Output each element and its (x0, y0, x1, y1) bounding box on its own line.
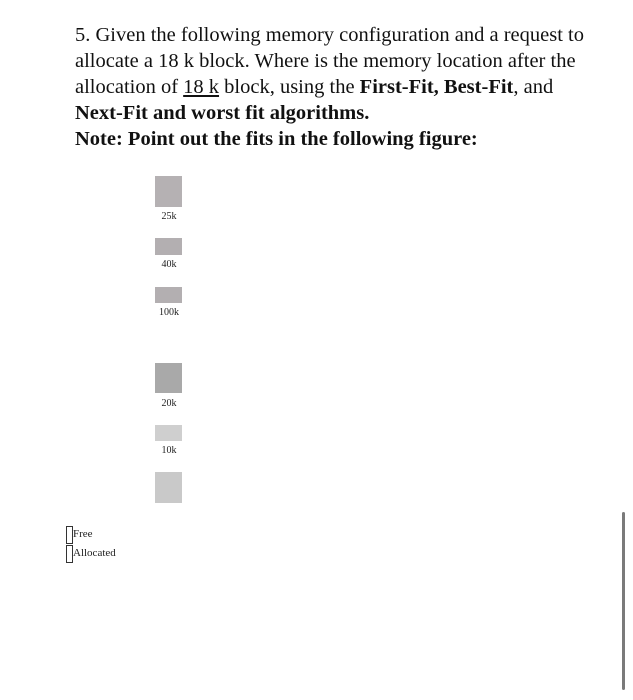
memory-block-40k (155, 238, 182, 255)
memory-block-10k (155, 425, 182, 441)
memory-block-20k (155, 363, 182, 393)
question-text-part-2: block, using the (219, 76, 360, 98)
memory-label-20k: 20k (161, 398, 177, 409)
memory-label-100k: 100k (159, 307, 179, 318)
question-text (75, 22, 595, 152)
question-paragraph (75, 22, 595, 126)
legend-free-swatch (66, 526, 73, 544)
memory-label-40k: 40k (161, 259, 177, 270)
memory-label-25k: 25k (161, 211, 177, 222)
question-text-part-3: , and (513, 76, 554, 98)
memory-block-end (155, 472, 182, 503)
question-text-part-1: Given the following memory configuration and a request to allocate a 18 k block. Where is the memory location after the allocation of (75, 24, 584, 98)
memory-block-25k (155, 176, 182, 207)
memory-block-100k (155, 287, 182, 303)
algorithm-names-2: Next-Fit and worst fit algorithms. (75, 102, 370, 124)
algorithm-names-1: First-Fit, Best-Fit (359, 76, 514, 98)
underlined-size: 18 k (183, 76, 220, 98)
note-line: Note: Point out the fits in the following figure: (75, 128, 478, 150)
legend-free-label: Free (73, 528, 93, 540)
vertical-scrollbar[interactable] (622, 512, 625, 690)
question-number: 5. (75, 24, 91, 46)
legend-allocated-label: Allocated (73, 547, 116, 559)
memory-label-10k: 10k (161, 445, 177, 456)
legend-allocated-swatch (66, 545, 73, 563)
